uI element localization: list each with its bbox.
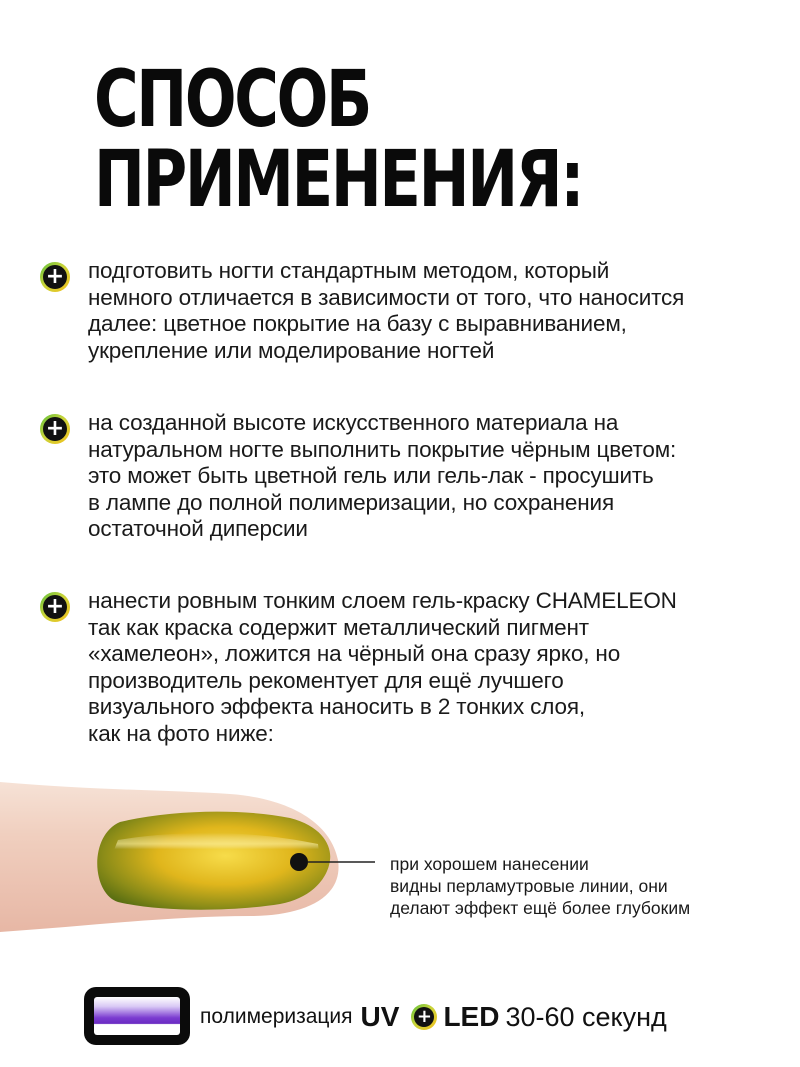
curing-info <box>200 1002 667 1032</box>
step-line: далее: цветное покрытие на базу с выравниванием, <box>88 311 627 336</box>
step-line: производитель рекоментует для ещё лучшего <box>88 667 564 693</box>
step-line: подготовить ногти стандартным методом, который <box>88 258 610 283</box>
step-line: так как краска содержит металлический пигмент <box>88 614 589 640</box>
step-line: в лампе до полной полимеризации, но сохранения <box>88 489 615 515</box>
annotation-line: делают эффект ещё более глубоким <box>390 898 691 918</box>
step-line: это может быть цветной гель или гель-лак - просушить <box>88 463 654 488</box>
step-line: остаточной диперсии <box>88 516 308 541</box>
plus-icon <box>40 414 70 444</box>
annotation-text <box>390 853 690 919</box>
step-2 <box>40 410 785 543</box>
step-2-text <box>88 410 785 543</box>
annotation-line: видны перламутровые линии, они <box>390 876 668 896</box>
step-line: визуального эффекта наносить в 2 тонких слоя, <box>88 694 585 719</box>
plus-icon <box>40 262 70 292</box>
page-title <box>94 55 583 225</box>
uv-label: UV <box>360 1001 400 1032</box>
step-line: укрепление или моделирование ногтей <box>88 337 495 363</box>
step-3-text <box>88 588 785 747</box>
annotation-line: при хорошем нанесении <box>390 854 589 874</box>
step-1 <box>40 258 785 364</box>
lamp-light <box>94 997 180 1035</box>
step-line: как на фото ниже: <box>88 720 274 746</box>
step-3 <box>40 588 785 747</box>
step-line: нанести ровным тонким слоем гель-краску CHAMELEON <box>88 588 677 613</box>
step-line: «хамелеон», ложится на чёрный она сразу ярко, но <box>88 641 621 666</box>
plus-icon <box>411 1004 437 1030</box>
plus-icon <box>40 592 70 622</box>
annotation-dot <box>290 853 308 871</box>
step-1-text <box>88 258 785 364</box>
step-line: на созданной высоте искусственного материала на <box>88 410 619 435</box>
uv-lamp-icon <box>84 987 190 1045</box>
curing-time: 30-60 секунд <box>505 1001 667 1032</box>
step-line: немного отличается в зависимости от того, что наносится <box>88 284 685 310</box>
title-line-2: ПРИМЕНЕНИЯ: <box>94 135 583 225</box>
led-label: LED <box>443 1001 500 1032</box>
title-line-1: СПОСОБ <box>94 55 370 145</box>
step-line: натуральном ногте выполнить покрытие чёрным цветом: <box>88 436 677 462</box>
curing-label: полимеризация <box>200 1005 353 1028</box>
